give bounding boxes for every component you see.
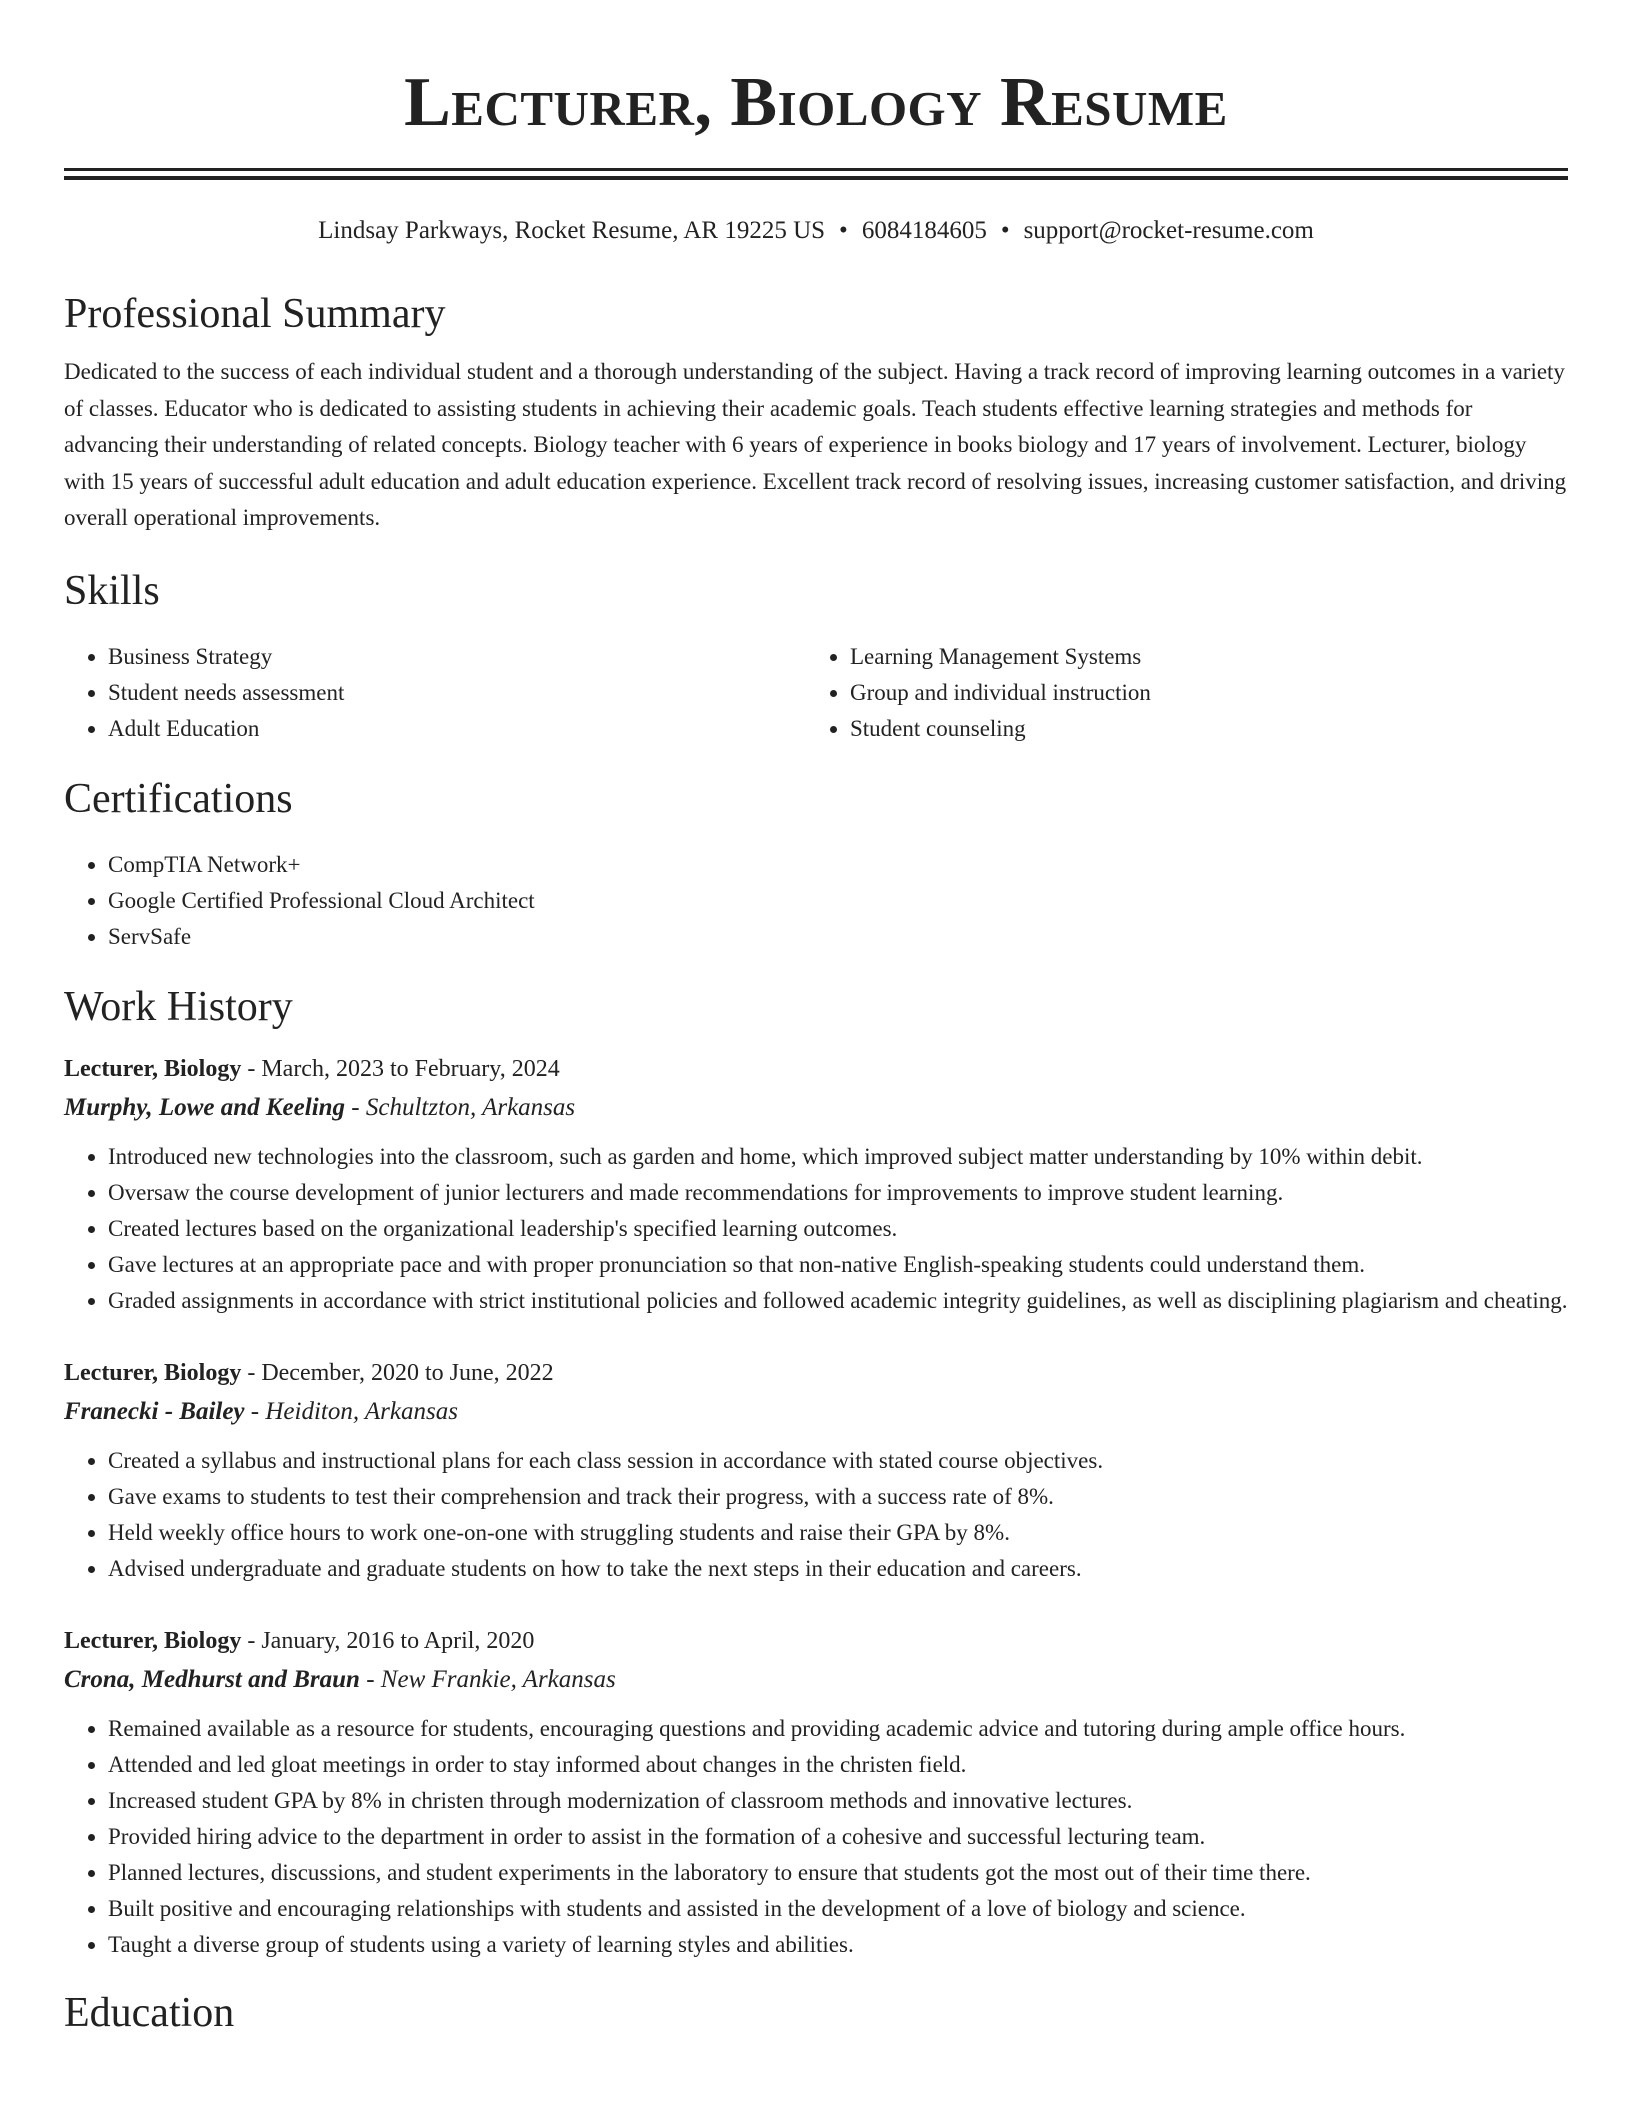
job-company: Crona, Medhurst and Braun: [64, 1665, 360, 1693]
resume-title: Lecturer, Biology Resume: [404, 64, 1228, 141]
contact-phone: 6084184605: [861, 217, 987, 244]
work-history-heading: Work History: [64, 983, 293, 1030]
job-bullet: • Gave exams to students to test their comprehension and track their progress, with a success rate of 8%.: [108, 1479, 1568, 1515]
certifications-heading: Certifications: [64, 775, 293, 822]
job-bullet: • Graded assignments in accordance with strict institutional policies and followed academic integrity guidelines, as well as disciplining plagiarism and cheating.: [108, 1283, 1568, 1319]
job-bullet: • Provided hiring advice to the department in order to assist in the formation of a cohesive and successful lecturing team.: [108, 1819, 1568, 1855]
job-bullet: • Remained available as a resource for students, encouraging questions and providing academic advice and tutoring during ample office hours.: [108, 1711, 1568, 1747]
contact-email: support@rocket-resume.com: [1023, 217, 1314, 244]
certifications-list: [64, 847, 1568, 955]
job-bullet: • Created lectures based on the organizational leadership's specified learning outcomes.: [108, 1211, 1568, 1247]
title-double-rule: [64, 168, 1568, 180]
job-title: Lecturer, Biology: [64, 1627, 242, 1654]
summary-heading: Professional Summary: [64, 291, 446, 337]
summary-text: Dedicated to the success of each individual student and a thorough understanding of the subject. Having a track record of improving learning outcomes in a variety of classes. Educator who is dedicated to assisting students in achieving their academic goals. Teach students effective learning strategies and methods for advancing their understanding of related concepts. Biology teacher with 6 years of experience in books biology and 17 years of involvement. Lecturer, biology with 15 years of successful adult education and adult education experience. Excellent track record of resolving issues, increasing customer satisfaction, and driving overall operational improvements.: [64, 359, 1567, 530]
skill-item: • Student needs assessment: [108, 675, 806, 711]
job-entry: [64, 1355, 1568, 1587]
certification-item: • CompTIA Network+: [108, 847, 1568, 883]
skills-column-left: [64, 639, 806, 747]
certification-item: • Google Certified Professional Cloud Architect: [108, 883, 1568, 919]
job-header: [64, 1355, 1568, 1391]
skill-item: • Group and individual instruction: [850, 675, 1548, 711]
job-employer: [64, 1087, 1568, 1129]
skill-item: • Student counseling: [850, 711, 1548, 747]
job-bullets: [64, 1139, 1568, 1319]
job-dates: - March, 2023 to February, 2024: [241, 1055, 560, 1082]
job-bullet: • Oversaw the course development of junior lecturers and made recommendations for improvements to improve student learning.: [108, 1175, 1568, 1211]
skills-heading: Skills: [64, 567, 160, 614]
job-bullet: • Planned lectures, discussions, and student experiments in the laboratory to ensure that students got the most out of their time there.: [108, 1855, 1568, 1891]
job-bullets: [64, 1443, 1568, 1587]
job-company: Murphy, Lowe and Keeling: [64, 1093, 346, 1121]
job-location: - Schultzton, Arkansas: [345, 1093, 576, 1121]
job-bullet: • Gave lectures at an appropriate pace and with proper pronunciation so that non-native English-speaking students could understand them.: [108, 1247, 1568, 1283]
resume-page: [64, 0, 1568, 2041]
contact-separator: •: [839, 217, 848, 244]
job-bullet: • Taught a diverse group of students using a variety of learning styles and abilities.: [108, 1927, 1568, 1963]
job-bullet: • Created a syllabus and instructional plans for each class session in accordance with stated course objectives.: [108, 1443, 1568, 1479]
contact-separator: •: [1000, 217, 1010, 244]
job-dates: - December, 2020 to June, 2022: [241, 1359, 554, 1386]
job-title: Lecturer, Biology: [64, 1359, 242, 1386]
skills-column-right: [806, 639, 1548, 747]
job-bullet: • Increased student GPA by 8% in christen through modernization of classroom methods and innovative lectures.: [108, 1783, 1568, 1819]
job-title: Lecturer, Biology: [64, 1055, 242, 1082]
job-entry: [64, 1051, 1568, 1319]
skill-item: • Adult Education: [108, 711, 806, 747]
job-bullet: • Attended and led gloat meetings in order to stay informed about changes in the christen field.: [108, 1747, 1568, 1783]
job-bullets: [64, 1711, 1568, 1963]
contact-address: Lindsay Parkways, Rocket Resume, AR 19225 US: [318, 217, 826, 244]
skill-item: • Business Strategy: [108, 639, 806, 675]
job-entry: [64, 1623, 1568, 1963]
job-header: [64, 1623, 1568, 1659]
job-location: - Heiditon, Arkansas: [244, 1397, 458, 1425]
contact-line: [64, 214, 1568, 248]
job-bullet: • Advised undergraduate and graduate students on how to take the next steps in their education and careers.: [108, 1551, 1568, 1587]
skill-item: • Learning Management Systems: [850, 639, 1548, 675]
job-bullet: • Held weekly office hours to work one-on-one with struggling students and raise their GPA by 8%.: [108, 1515, 1568, 1551]
job-dates: - January, 2016 to April, 2020: [241, 1627, 535, 1654]
job-bullet: • Introduced new technologies into the classroom, such as garden and home, which improved subject matter understanding by 10% within debit.: [108, 1139, 1568, 1175]
job-employer: [64, 1659, 1568, 1701]
job-employer: [64, 1391, 1568, 1433]
job-header: [64, 1051, 1568, 1087]
job-location: - New Frankie, Arkansas: [359, 1665, 616, 1693]
certification-item: • ServSafe: [108, 919, 1568, 955]
job-bullet: • Built positive and encouraging relationships with students and assisted in the development of a love of biology and science.: [108, 1891, 1568, 1927]
education-heading: Education: [64, 1989, 235, 2036]
job-company: Franecki - Bailey: [64, 1397, 245, 1425]
skills-list: [64, 639, 1568, 747]
